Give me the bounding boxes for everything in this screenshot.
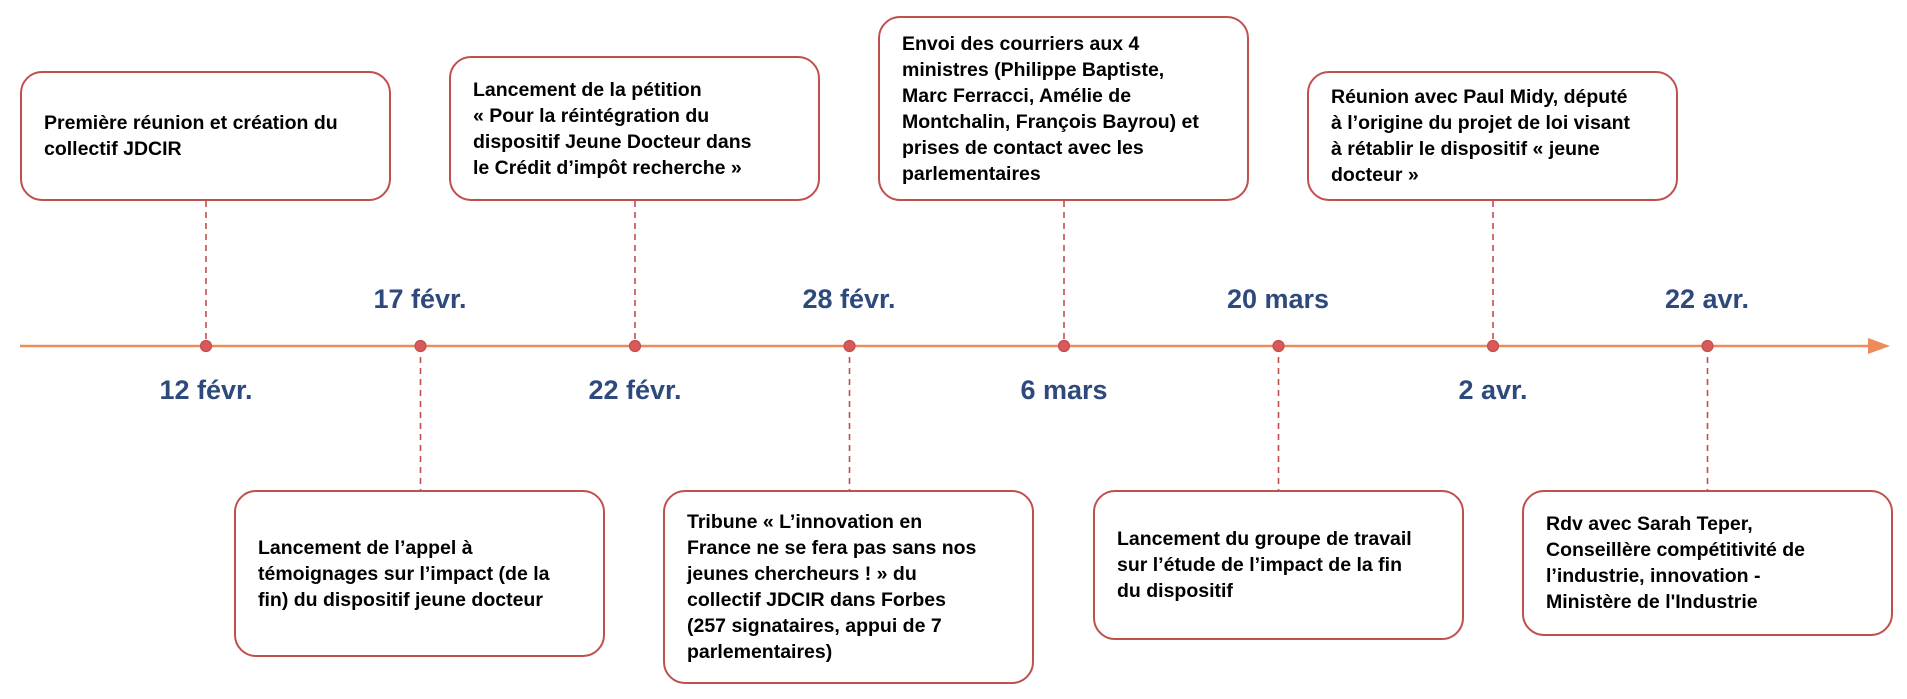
marker-2-avr (1488, 341, 1499, 352)
event-text-6-mars: Envoi des courriers aux 4 ministres (Philippe Baptiste, Marc Ferracci, Amélie de Montchalin, François Bayrou) et prises de contact avec les parlementaires (902, 32, 1199, 185)
date-label-12-fevr: 12 févr. (159, 375, 253, 405)
event-box-22-fevr (449, 56, 820, 201)
event-box-22-avr (1522, 490, 1893, 636)
marker-6-mars (1059, 341, 1070, 352)
marker-28-fevr (844, 341, 855, 352)
event-box-17-fevr (234, 490, 605, 657)
date-label-2-avr: 2 avr. (1458, 375, 1528, 405)
timeline-arrowhead (1868, 338, 1890, 354)
event-text-17-fevr: Lancement de l’appel à témoignages sur l’impact (de la fin) du dispositif jeune docteur (258, 536, 550, 611)
marker-12-fevr (201, 341, 212, 352)
event-text-22-fevr: Lancement de la pétition « Pour la réintégration du dispositif Jeune Docteur dans le Crédit d’impôt recherche » (473, 78, 752, 179)
date-label-22-fevr: 22 févr. (588, 375, 682, 405)
event-box-12-fevr (20, 71, 391, 201)
date-label-28-fevr: 28 févr. (802, 284, 896, 314)
event-text-12-fevr: Première réunion et création du collectif JDCIR (44, 112, 338, 160)
date-label-17-fevr: 17 févr. (373, 284, 467, 314)
event-text-20-mars: Lancement du groupe de travail sur l’étude de l’impact de la fin du dispositif (1117, 528, 1412, 602)
event-box-2-avr (1307, 71, 1678, 201)
marker-17-fevr (415, 341, 426, 352)
date-label-20-mars: 20 mars (1226, 284, 1330, 314)
event-text-22-avr: Rdv avec Sarah Teper, Conseillère compétitivité de l’industrie, innovation - Ministère de l'Industrie (1546, 513, 1805, 613)
event-box-20-mars (1093, 490, 1464, 640)
marker-22-fevr (630, 341, 641, 352)
event-text-2-avr: Réunion avec Paul Midy, député à l’origine du projet de loi visant à rétablir le dispositif « jeune docteur » (1331, 86, 1631, 186)
marker-20-mars (1273, 341, 1284, 352)
date-label-22-avr: 22 avr. (1664, 284, 1750, 314)
date-label-6-mars: 6 mars (1020, 375, 1108, 405)
event-box-28-fevr (663, 490, 1034, 684)
event-text-28-fevr: Tribune « L’innovation en France ne se fera pas sans nos jeunes chercheurs ! » du collectif JDCIR dans Forbes (257 signataires, appui de 7 parlementaires) (687, 511, 977, 663)
event-box-6-mars (878, 16, 1249, 201)
marker-22-avr (1702, 341, 1713, 352)
